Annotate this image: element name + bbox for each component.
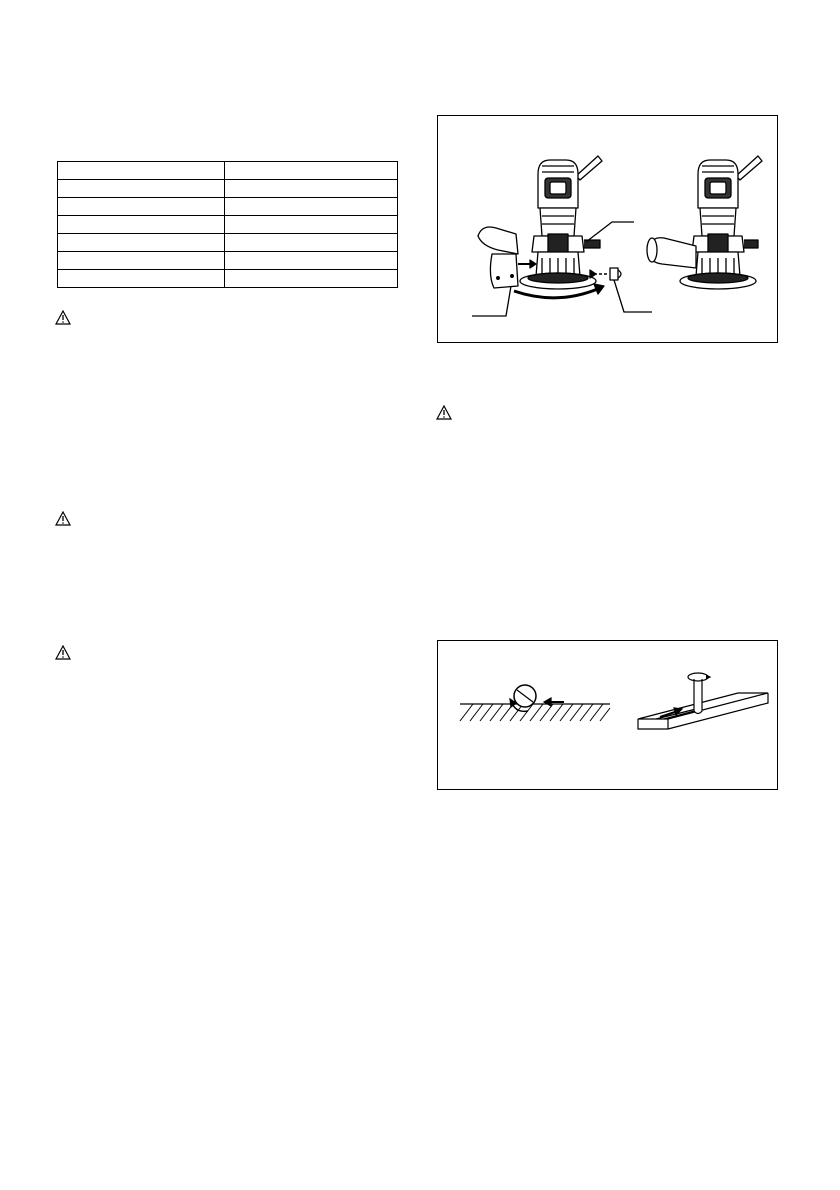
trimmer-dust-nozzle-illustration bbox=[438, 116, 776, 341]
spec-table-row bbox=[58, 162, 398, 180]
warning-triangle-icon bbox=[55, 645, 71, 665]
spec-table-row bbox=[58, 180, 398, 198]
spec-table-cell bbox=[225, 234, 398, 252]
caution-4 bbox=[436, 407, 452, 422]
warning-triangle-icon bbox=[55, 310, 71, 330]
spec-table-row bbox=[58, 252, 398, 270]
warning-triangle-icon bbox=[55, 511, 71, 531]
spec-table-row bbox=[58, 234, 398, 252]
spec-table-cell bbox=[58, 252, 225, 270]
spec-table-cell bbox=[58, 270, 225, 288]
spec-table-cell bbox=[58, 234, 225, 252]
spec-table-row bbox=[58, 270, 398, 288]
figure-feed-direction bbox=[437, 640, 778, 790]
spec-table-cell bbox=[58, 198, 225, 216]
spec-table-cell bbox=[225, 198, 398, 216]
spec-table-cell bbox=[58, 216, 225, 234]
spec-table-row bbox=[58, 198, 398, 216]
spec-table-cell bbox=[225, 252, 398, 270]
caution-2 bbox=[55, 513, 71, 528]
spec-table-cell bbox=[58, 162, 225, 180]
spec-table-cell bbox=[58, 180, 225, 198]
caution-1 bbox=[55, 312, 71, 327]
spec-table-row bbox=[58, 216, 398, 234]
figure-dust-nozzle bbox=[437, 115, 778, 343]
feed-direction-illustration bbox=[438, 641, 776, 788]
spec-table-cell bbox=[225, 216, 398, 234]
spec-table-cell bbox=[225, 270, 398, 288]
warning-triangle-icon bbox=[436, 405, 452, 425]
caution-3 bbox=[55, 647, 71, 662]
spec-table bbox=[57, 161, 398, 288]
spec-table-cell bbox=[225, 162, 398, 180]
spec-table-cell bbox=[225, 180, 398, 198]
